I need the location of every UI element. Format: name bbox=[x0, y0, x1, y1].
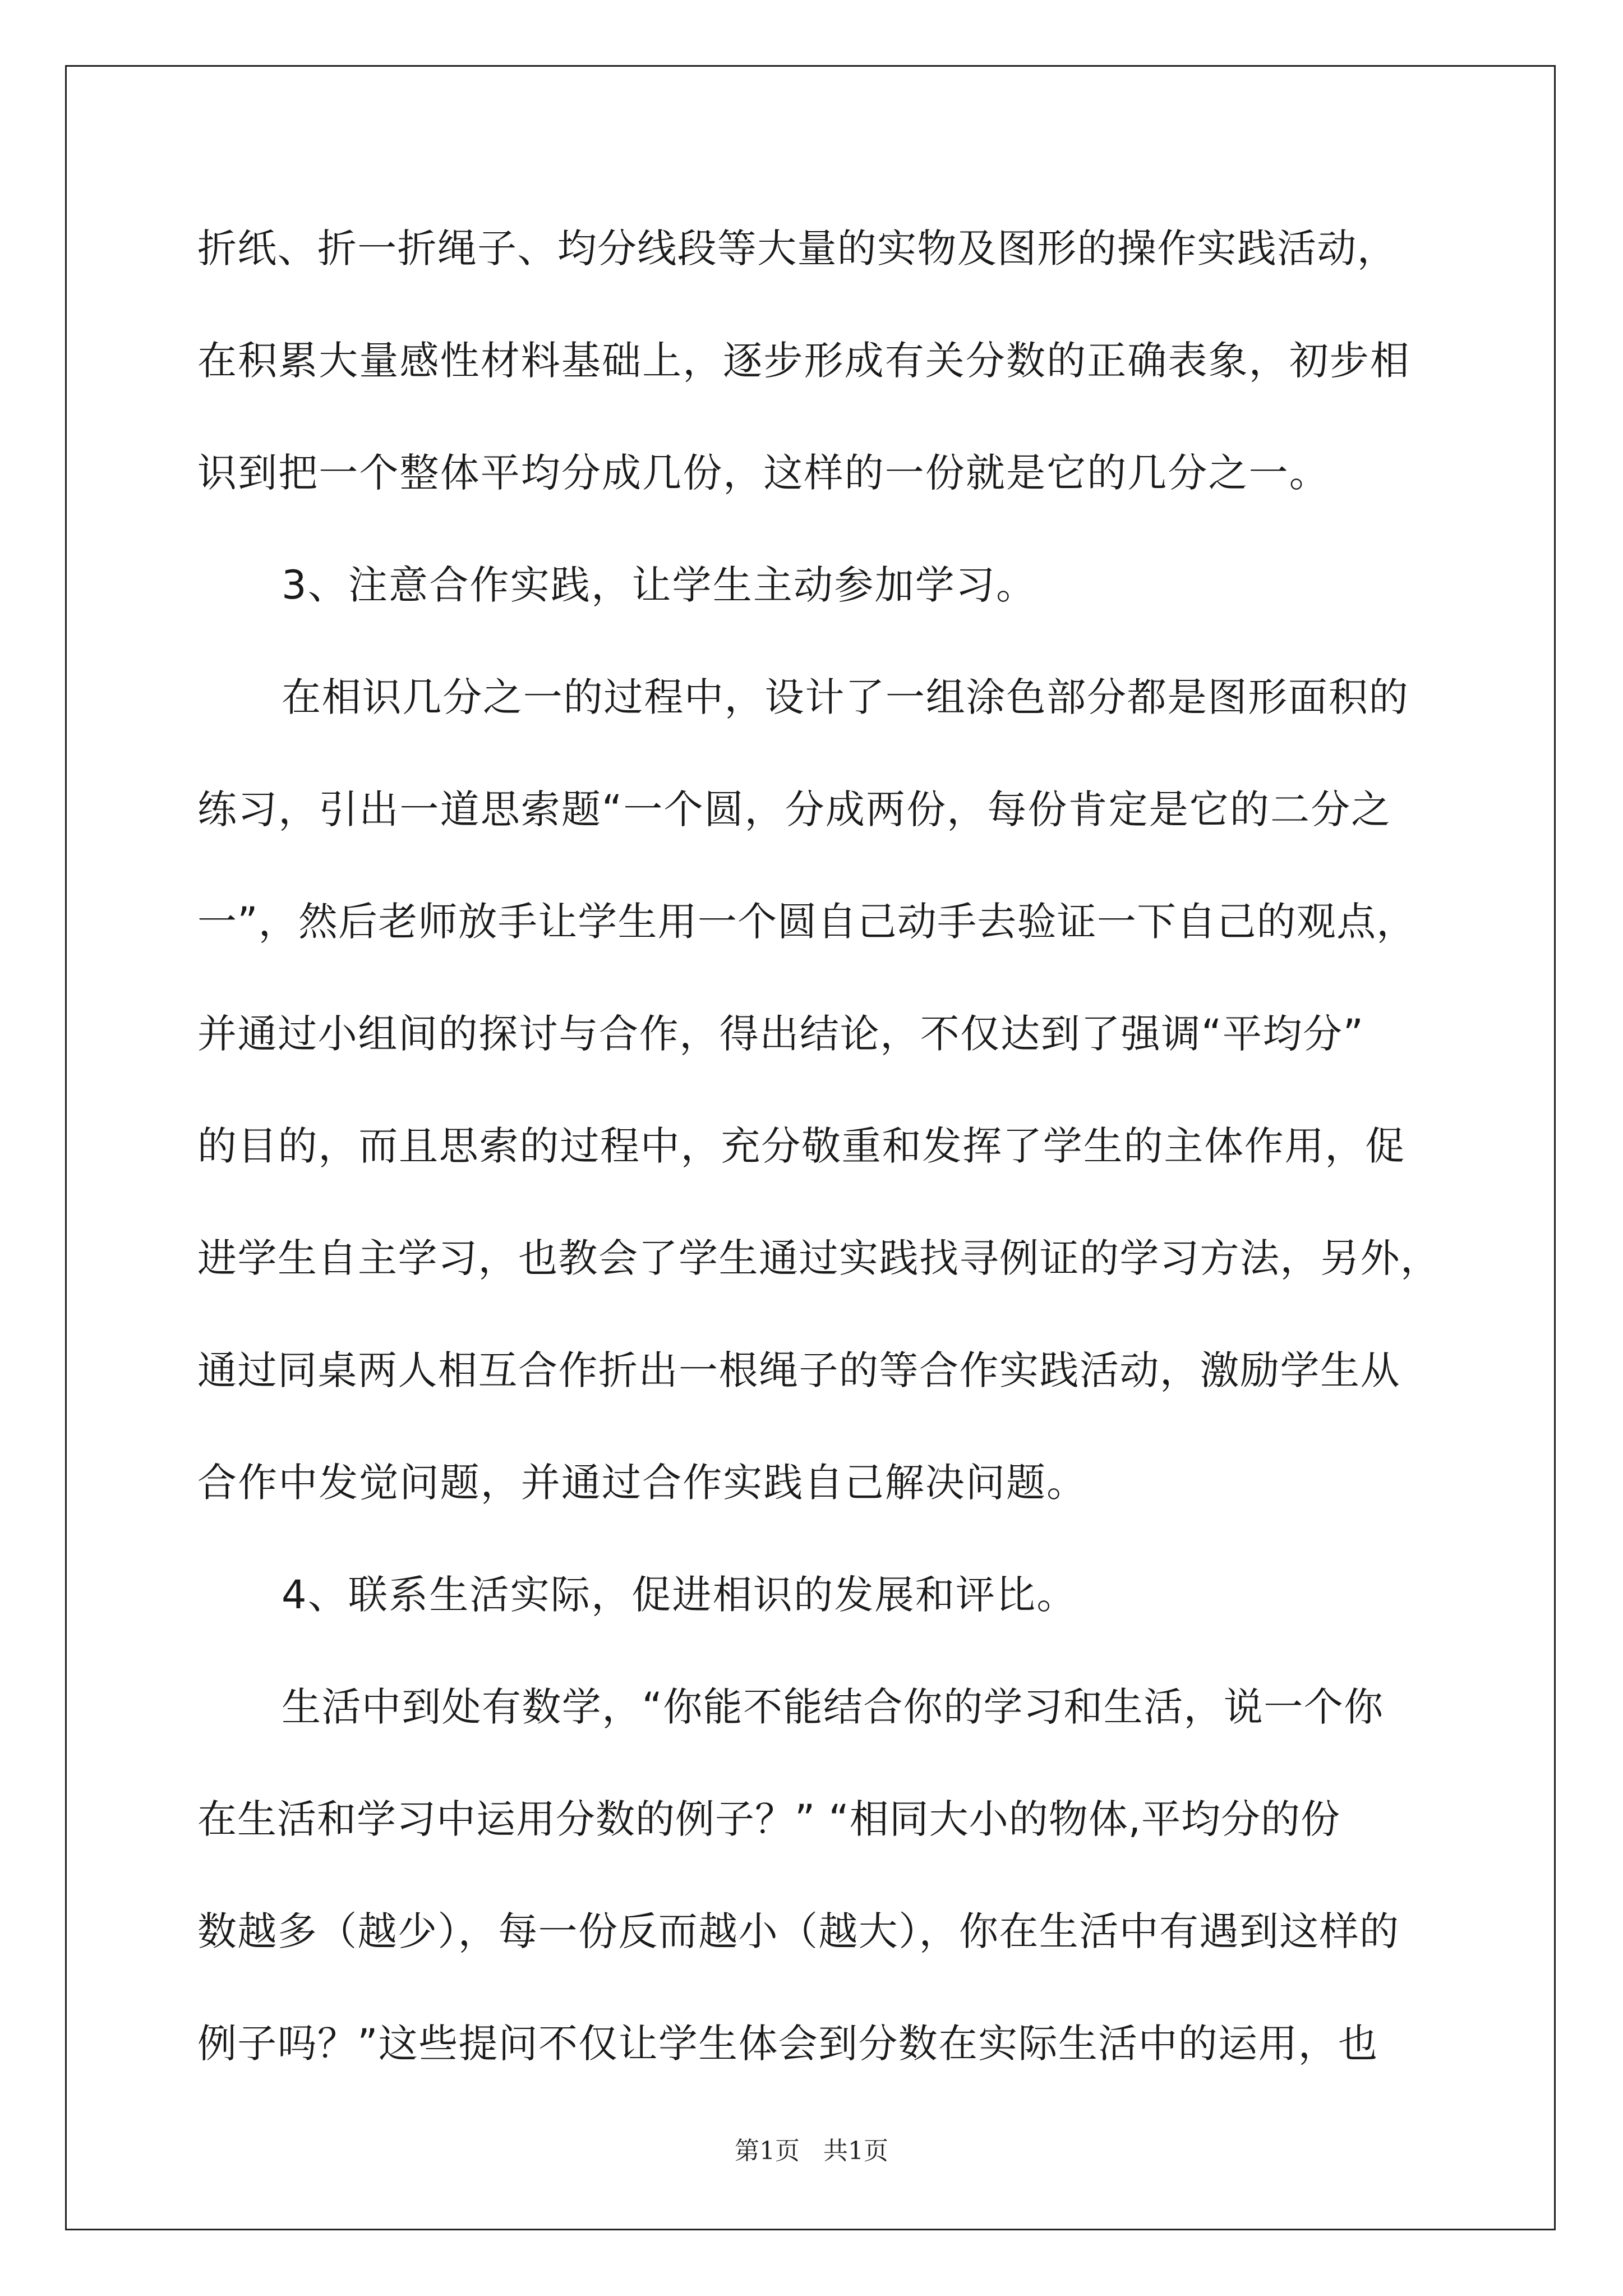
text-line: 在积累大量感性材料基础上，逐步形成有关分数的正确表象，初步相 bbox=[197, 338, 1410, 384]
section-heading: 4、联系生活实际，促进相识的发展和评比。 bbox=[282, 1572, 1077, 1618]
text-line: 通过同桌两人相互合作折出一根绳子的等合作实践活动，激励学生从 bbox=[197, 1347, 1400, 1393]
text-line: 的目的，而且思索的过程中，充分敬重和发挥了学生的主体作用，促 bbox=[197, 1123, 1405, 1169]
text-line: 进学生自主学习，也教会了学生通过实践找寻例证的学习方法，另外， bbox=[197, 1235, 1441, 1281]
text-line: 识到把一个整体平均分成几份，这样的一份就是它的几分之一。 bbox=[197, 450, 1330, 496]
text-line: 数越多（越少），每一份反而越小（越大），你在生活中有遇到这样的 bbox=[197, 1908, 1400, 1954]
text-line: 练习，引出一道思索题“一个圆，分成两份，每份肯定是它的二分之 bbox=[197, 786, 1392, 832]
text-line: 生活中到处有数学，“你能不能结合你的学习和生活，说一个你 bbox=[282, 1684, 1384, 1730]
text-line: 一”，然后老师放手让学生用一个圆自己动手去验证一下自己的观点， bbox=[197, 899, 1417, 945]
page-footer: 第1页 共1页 bbox=[735, 2137, 888, 2165]
text-line: 折纸、折一折绳子、均分线段等大量的实物及图形的操作实践活动， bbox=[197, 226, 1397, 272]
text-line: 在相识几分之一的过程中，设计了一组涂色部分都是图形面积的 bbox=[282, 674, 1409, 720]
text-line: 在生活和学习中运用分数的例子？” “相同大小的物体,平均分的份 bbox=[197, 1796, 1341, 1842]
text-line: 合作中发觉问题，并通过合作实践自己解决问题。 bbox=[197, 1460, 1087, 1506]
text-line: 并通过小组间的探讨与合作，得出结论，不仅达到了强调“平均分” bbox=[197, 1011, 1364, 1057]
text-line: 例子吗？”这些提问不仅让学生体会到分数在实际生活中的运用，也 bbox=[197, 2021, 1378, 2067]
section-heading: 3、注意合作实践，让学生主动参加学习。 bbox=[282, 562, 1037, 608]
